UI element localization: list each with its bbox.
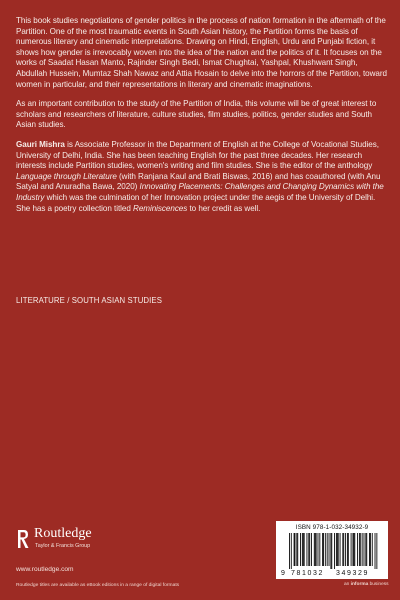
publisher-url: www.routledge.com	[16, 566, 74, 573]
barcode-bar	[304, 533, 305, 566]
barcode-bar	[375, 533, 376, 569]
barcode-digit-lead: 9	[281, 570, 285, 577]
barcode-bar	[311, 533, 312, 566]
book-title: Reminiscences	[133, 203, 188, 213]
publisher-group: Taylor & Francis Group	[35, 543, 91, 549]
barcode-bar	[325, 533, 326, 566]
blurb-text	[16, 16, 390, 223]
book-description: This book studies negotiations of gender politics in the process of nation formation in the aftermath of the Partition. One of the most traumatic events in South Asian history, the Partition forms the basis of numerous literary and cinematic interpretations. Drawing on Hindi, English, Urdu and Punjabi fiction, it shows how gender is irrevocably woven into the idea of the nation and the politics of it. It focuses on the works of Saadat Hasan Manto, Rajinder Singh Bedi, Ismat Chughtai, Yashpal, Khushwant Singh, Abdullah Hussein, Mumtaz Shah Nawaz and Attia Hosain to delve into the horrors of the Partition, toward women in particular, and their representations in literary and cinematic imaginations.	[16, 16, 387, 89]
routledge-r-icon	[16, 528, 30, 550]
barcode-bar	[376, 533, 377, 569]
barcode-bar	[347, 533, 348, 566]
barcode-bar	[342, 533, 343, 566]
barcode-bar	[297, 533, 298, 566]
barcode-bar	[327, 533, 328, 566]
author-name: Gauri Mishra	[16, 139, 65, 149]
barcode-bar	[340, 533, 341, 566]
isbn-barcode	[276, 521, 388, 579]
barcode-bar	[369, 533, 370, 566]
barcode-bar	[306, 533, 307, 566]
barcode-bar	[315, 533, 316, 566]
barcode-bar	[360, 533, 361, 566]
barcode-bar	[303, 533, 304, 566]
barcode-bar	[291, 533, 292, 569]
barcode-digits-left: 781032	[291, 570, 324, 577]
barcode-bar	[354, 533, 355, 566]
barcode-digits-right: 349329	[336, 570, 369, 577]
barcode-bar	[366, 533, 367, 566]
barcode-bar	[348, 533, 349, 566]
book-audience: As an important contribution to the study of the Partition of India, this volume will be of great interest to scholars and researchers of literature, culture studies, film studies, politics, gender studies and South Asian studies.	[16, 99, 377, 130]
barcode-bar	[323, 533, 324, 566]
barcode-bar	[296, 533, 297, 566]
barcode-bar	[331, 533, 332, 569]
barcode-bar	[370, 533, 371, 566]
barcode-bar	[300, 533, 301, 566]
book-title: Language through Literature	[16, 171, 117, 181]
barcode-bar	[289, 533, 290, 569]
author-bio: Gauri Mishra is Associate Professor in the Department of English at the College of Vocational Studies, University of Delhi, India. She has been teaching English for the past three decades. Her research interests include Partition studies, women's writing and film studies. She is the editor of the anthology Language through Literature (with Ranjana Kaul and Brati Biswas, 2016) and has coauthored (with Anu Satyal and Anuradha Bawa, 2020) Innovating Placements: Challenges and Changing Dynamics with the Industry which was the culmination of her Innovation project under the aegis of the University of Delhi. She has a poetry collection titled Reminiscences to her credit as well.	[16, 139, 384, 213]
barcode-bar	[343, 533, 344, 566]
informa-brand: informa	[350, 582, 369, 587]
barcode-image	[280, 533, 384, 577]
barcode-bar	[314, 533, 315, 566]
barcode-bar	[294, 533, 295, 566]
barcode-bar	[330, 533, 331, 569]
barcode-bar	[345, 533, 346, 566]
barcode-bar	[336, 533, 337, 566]
barcode-bar	[362, 533, 363, 566]
informa-business: an informa business	[344, 582, 389, 587]
barcode-bar	[364, 533, 365, 566]
barcode-bar	[351, 533, 352, 566]
barcode-bar	[337, 533, 338, 566]
barcode-bar	[295, 533, 296, 566]
barcode-bar	[338, 533, 339, 566]
barcode-bar	[365, 533, 366, 566]
barcode-bar	[353, 533, 354, 566]
barcode-bar	[308, 533, 309, 566]
barcode-bar	[316, 533, 317, 566]
barcode-bar	[329, 533, 330, 566]
barcode-bar	[372, 533, 373, 566]
book-title: Innovating Placements: Challenges and Changing Dynamics with the Industry	[16, 182, 384, 202]
publisher-name: Routledge	[34, 526, 92, 541]
routledge-logo	[16, 526, 126, 560]
subject-category: LITERATURE / SOUTH ASIAN STUDIES	[16, 296, 163, 305]
barcode-bar	[322, 533, 323, 566]
ebook-note: Routledge titles are available as eBook editions in a range of digital formats	[16, 583, 180, 588]
barcode-bar	[302, 533, 303, 566]
barcode-bar	[319, 533, 320, 566]
barcode-bar	[309, 533, 310, 566]
barcode-bar	[334, 533, 335, 569]
barcode-bar	[357, 533, 358, 566]
barcode-bar	[318, 533, 319, 566]
barcode-bar	[359, 533, 360, 566]
barcode-bar	[352, 533, 353, 566]
isbn-number: ISBN 978-1-032-34932-9	[295, 524, 369, 531]
